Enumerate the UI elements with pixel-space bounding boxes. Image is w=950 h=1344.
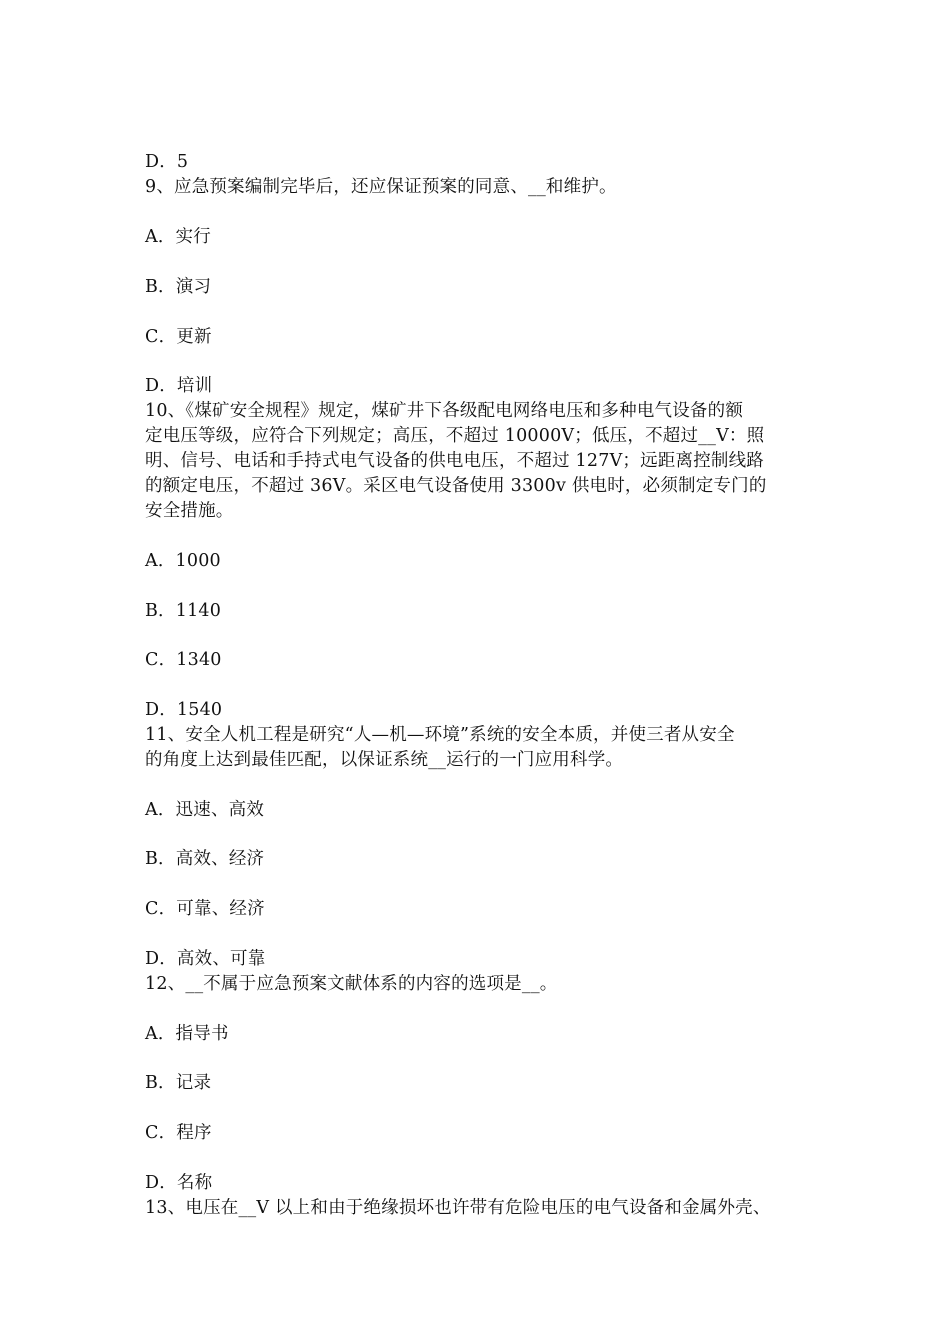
q11-question-line2: 的角度上达到最佳匹配，以保证系统__运行的一门应用科学。 — [145, 750, 624, 770]
q8-option-d: D．5 — [145, 152, 189, 172]
q11-option-c: C．可靠、经济 — [145, 899, 265, 919]
q10-question-line2: 定电压等级，应符合下列规定；高压，不超过 10000V；低压，不超过__V：照 — [145, 426, 765, 446]
q12-option-d: D．名称 — [145, 1173, 213, 1193]
q13-question-line1: 13、电压在__V 以上和由于绝缘损坏也许带有危险电压的电气设备和金属外壳、 — [145, 1198, 771, 1218]
q12-option-b: B．记录 — [145, 1073, 212, 1093]
q9-question: 9、应急预案编制完毕后，还应保证预案的同意、__和维护。 — [145, 177, 617, 197]
q10-option-d: D．1540 — [145, 700, 223, 720]
q12-question: 12、__不属于应急预案文献体系的内容的选项是__。 — [145, 974, 558, 994]
q11-option-a: A．迅速、高效 — [145, 800, 265, 820]
q9-option-a: A．实行 — [145, 227, 211, 247]
q10-option-b: B．1140 — [145, 601, 222, 621]
q12-option-a: A．指导书 — [145, 1024, 229, 1044]
q9-option-b: B．演习 — [145, 277, 212, 297]
q10-question-line5: 安全措施。 — [145, 501, 234, 521]
q12-option-c: C．程序 — [145, 1123, 212, 1143]
q10-question-line1: 10、《煤矿安全规程》规定，煤矿井下各级配电网络电压和多种电气设备的额 — [145, 401, 744, 421]
q10-option-a: A．1000 — [145, 551, 221, 571]
q10-question-line3: 明、信号、电话和手持式电气设备的供电电压，不超过 127V；远距离控制线路 — [145, 451, 765, 471]
q11-option-b: B．高效、经济 — [145, 849, 265, 869]
q11-question-line1: 11、安全人机工程是研究“人—机—环境”系统的安全本质，并使三者从安全 — [145, 725, 735, 745]
q10-question-line4: 的额定电压，不超过 36V。采区电气设备使用 3300v 供电时，必须制定专门的 — [145, 476, 767, 496]
q10-option-c: C．1340 — [145, 650, 222, 670]
q9-option-d: D．培训 — [145, 376, 213, 396]
q9-option-c: C．更新 — [145, 327, 212, 347]
q11-option-d: D．高效、可靠 — [145, 949, 266, 969]
